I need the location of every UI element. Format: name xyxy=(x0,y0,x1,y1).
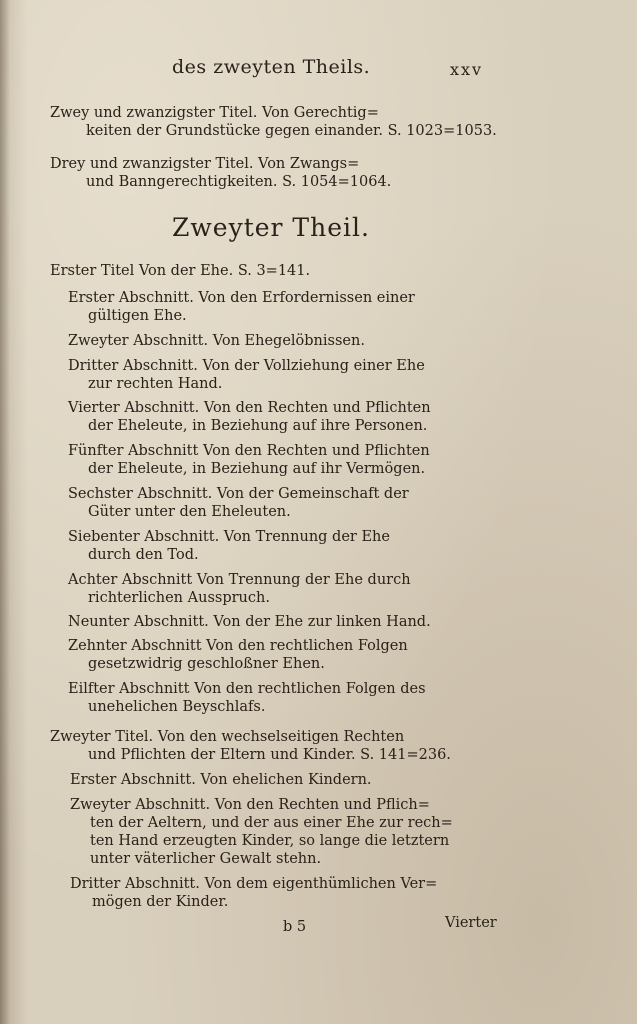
toc-line: der Eheleute, in Beziehung auf ihre Personen. xyxy=(88,418,428,434)
toc-line: Zwey und zwanzigster Titel. Von Gerechtig= xyxy=(50,105,379,121)
toc-line: Dritter Abschnitt. Von der Vollziehung einer Ehe xyxy=(68,358,425,374)
toc-line: unter väterlicher Gewalt stehn. xyxy=(90,851,322,867)
toc-line: Dritter Abschnitt. Von dem eigenthümlichen Ver= xyxy=(70,876,438,892)
toc-line: und Pflichten der Eltern und Kinder. S. 141=236. xyxy=(88,747,451,763)
toc-line: der Eheleute, in Beziehung auf ihr Vermögen. xyxy=(88,461,426,477)
toc-line: Sechster Abschnitt. Von der Gemeinschaft der xyxy=(68,486,409,502)
toc-line: Zweyter Abschnitt. Von Ehegelöbnissen. xyxy=(68,333,365,349)
toc-line: Erster Abschnitt. Von den Erfordernissen einer xyxy=(68,290,415,306)
toc-line: gültigen Ehe. xyxy=(88,308,187,324)
toc-line: Vierter Abschnitt. Von den Rechten und Pflichten xyxy=(68,400,431,416)
toc-line: unehelichen Beyschlafs. xyxy=(88,699,266,715)
toc-line: mögen der Kinder. xyxy=(92,894,229,910)
signature-mark: b 5 xyxy=(283,919,307,935)
toc-line: gesetzwidrig geschloßner Ehen. xyxy=(88,656,325,672)
toc-line: keiten der Grundstücke gegen einander. S. 1023=1053. xyxy=(86,123,497,139)
toc-line: Neunter Abschnitt. Von der Ehe zur linken Hand. xyxy=(68,614,431,630)
toc-line: ten der Aeltern, und der aus einer Ehe zur rech= xyxy=(90,815,453,831)
toc-line: Erster Abschnitt. Von ehelichen Kindern. xyxy=(70,772,372,788)
toc-line: Achter Abschnitt Von Trennung der Ehe durch xyxy=(68,572,411,588)
toc-line: Zweyter Titel. Von den wechselseitigen Rechten xyxy=(50,729,405,745)
toc-line: Erster Titel Von der Ehe. S. 3=141. xyxy=(50,263,311,279)
toc-line: Drey und zwanzigster Titel. Von Zwangs= xyxy=(50,156,360,172)
catchword: Vierter xyxy=(445,915,497,931)
page-gutter-shadow xyxy=(0,0,10,1024)
toc-line: durch den Tod. xyxy=(88,547,199,563)
toc-line: Zehnter Abschnitt Von den rechtlichen Folgen xyxy=(68,638,408,654)
toc-line: Güter unter den Eheleuten. xyxy=(88,504,291,520)
toc-line: Eilfter Abschnitt Von den rechtlichen Folgen des xyxy=(68,681,426,697)
toc-line: Fünfter Abschnitt Von den Rechten und Pflichten xyxy=(68,443,430,459)
toc-line: Zweyter Abschnitt. Von den Rechten und Pflich= xyxy=(70,797,430,813)
toc-line: zur rechten Hand. xyxy=(88,376,223,392)
section-heading: Zweyter Theil. xyxy=(172,213,370,242)
running-head: des zweyten Theils. xyxy=(172,56,371,78)
toc-line: und Banngerechtigkeiten. S. 1054=1064. xyxy=(86,174,392,190)
page-number: xxv xyxy=(450,60,484,79)
toc-line: richterlichen Ausspruch. xyxy=(88,590,270,606)
toc-line: Siebenter Abschnitt. Von Trennung der Ehe xyxy=(68,529,390,545)
toc-line: ten Hand erzeugten Kinder, so lange die letztern xyxy=(90,833,450,849)
